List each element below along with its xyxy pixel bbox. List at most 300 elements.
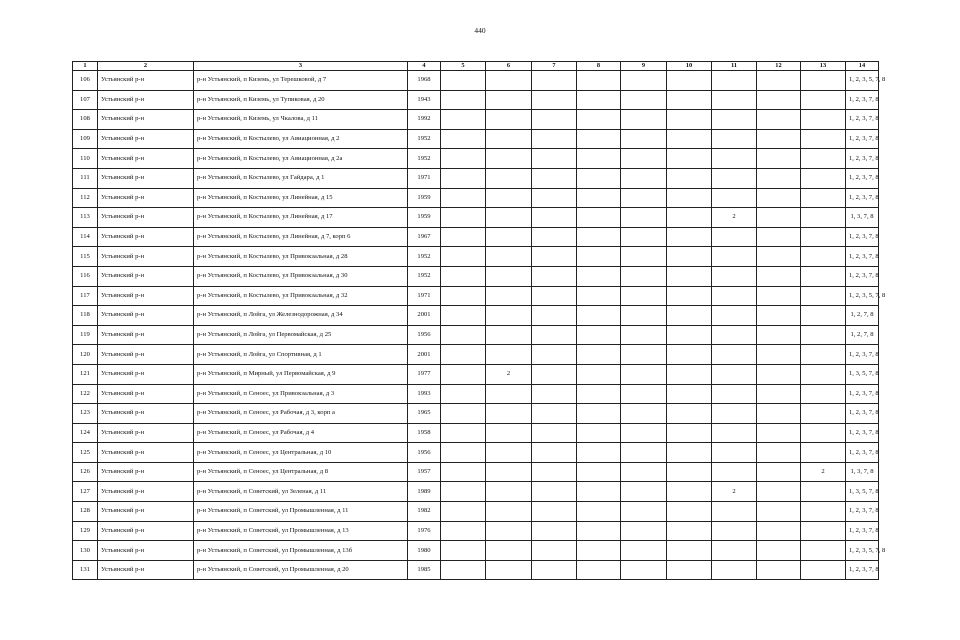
- table-cell-col-6: [486, 168, 532, 188]
- table-cell-col-12: [757, 384, 801, 404]
- table-cell-col-12: [757, 149, 801, 169]
- table-cell-col-9: [621, 129, 667, 149]
- table-cell-col-7: [532, 404, 577, 424]
- table-cell-col-8: [577, 168, 621, 188]
- table-cell-col-13: [801, 90, 846, 110]
- table-cell-col-9: [621, 110, 667, 130]
- table-cell-col-12: [757, 423, 801, 443]
- table-cell-col-1: 113: [73, 208, 98, 228]
- table-cell-col-11: [712, 364, 757, 384]
- table-cell-col-4: 1952: [408, 129, 441, 149]
- table-cell-col-1: 131: [73, 560, 98, 580]
- table-cell-col-14: 1, 2, 3, 7, 8: [846, 227, 879, 247]
- table-cell-col-1: 108: [73, 110, 98, 130]
- table-cell-col-14: 1, 2, 3, 7, 8: [846, 502, 879, 522]
- table-cell-col-3: р-н Устьянский, п Сеноес, ул Рабочая, д 4: [194, 423, 408, 443]
- table-cell-col-3: р-н Устьянский, п Костылево, ул Линейная, д 15: [194, 188, 408, 208]
- table-cell-col-5: [441, 286, 486, 306]
- table-cell-col-6: [486, 423, 532, 443]
- table-cell-col-5: [441, 71, 486, 91]
- table-cell-col-12: [757, 266, 801, 286]
- table-cell-col-11: [712, 502, 757, 522]
- table-cell-col-13: [801, 247, 846, 267]
- table-cell-col-14: 1, 2, 3, 7, 8: [846, 149, 879, 169]
- table-cell-col-12: [757, 71, 801, 91]
- table-cell-col-6: [486, 502, 532, 522]
- table-cell-col-9: [621, 227, 667, 247]
- table-cell-col-10: [667, 188, 712, 208]
- table-cell-col-2: Устьянский р-н: [98, 560, 194, 580]
- column-header-12: 12: [757, 62, 801, 71]
- table-cell-col-4: 1982: [408, 502, 441, 522]
- table-cell-col-13: [801, 443, 846, 463]
- table-cell-col-10: [667, 129, 712, 149]
- table-cell-col-4: 1952: [408, 149, 441, 169]
- table-cell-col-3: р-н Устьянский, п Лойга, ул Железнодорожная, д 34: [194, 306, 408, 326]
- table-cell-col-14: 1, 2, 3, 7, 8: [846, 266, 879, 286]
- table-cell-col-5: [441, 110, 486, 130]
- table-cell-col-7: [532, 286, 577, 306]
- table-cell-col-4: 1959: [408, 208, 441, 228]
- table-cell-col-2: Устьянский р-н: [98, 227, 194, 247]
- table-cell-col-12: [757, 502, 801, 522]
- table-cell-col-13: [801, 71, 846, 91]
- table-cell-col-9: [621, 482, 667, 502]
- table-cell-col-4: 1967: [408, 227, 441, 247]
- table-cell-col-13: [801, 110, 846, 130]
- table-row: [73, 482, 879, 502]
- table-cell-col-13: [801, 286, 846, 306]
- table-cell-col-14: 1, 2, 7, 8: [846, 306, 879, 326]
- table-cell-col-12: [757, 208, 801, 228]
- table-cell-col-8: [577, 90, 621, 110]
- table-cell-col-1: 112: [73, 188, 98, 208]
- table-cell-col-3: р-н Устьянский, п Киземь, ул Тупиковая, д 20: [194, 90, 408, 110]
- table-cell-col-10: [667, 110, 712, 130]
- column-header-1: 1: [73, 62, 98, 71]
- page-number: 440: [474, 26, 486, 35]
- table-cell-col-12: [757, 247, 801, 267]
- table-cell-col-10: [667, 384, 712, 404]
- table-cell-col-3: р-н Устьянский, п Киземь, ул Терешковой, д 7: [194, 71, 408, 91]
- table-cell-col-14: 1, 2, 3, 7, 8: [846, 110, 879, 130]
- table-cell-col-6: [486, 541, 532, 561]
- table-cell-col-3: р-н Устьянский, п Советский, ул Промышленная, д 13: [194, 521, 408, 541]
- table-cell-col-4: 1977: [408, 364, 441, 384]
- table-cell-col-6: [486, 306, 532, 326]
- table-cell-col-8: [577, 188, 621, 208]
- table-cell-col-12: [757, 521, 801, 541]
- table-cell-col-5: [441, 188, 486, 208]
- table-cell-col-8: [577, 110, 621, 130]
- table-cell-col-11: [712, 71, 757, 91]
- table-cell-col-3: р-н Устьянский, п Костылево, ул Привокзальная, д 30: [194, 266, 408, 286]
- table-cell-col-12: [757, 404, 801, 424]
- table-cell-col-8: [577, 560, 621, 580]
- table-cell-col-1: 121: [73, 364, 98, 384]
- table-cell-col-1: 122: [73, 384, 98, 404]
- table-cell-col-5: [441, 266, 486, 286]
- table-cell-col-13: [801, 325, 846, 345]
- table-cell-col-14: 1, 2, 3, 5, 7, 8: [846, 71, 879, 91]
- table-cell-col-7: [532, 482, 577, 502]
- table-cell-col-8: [577, 384, 621, 404]
- table-cell-col-4: 1956: [408, 325, 441, 345]
- table-cell-col-10: [667, 541, 712, 561]
- table-cell-col-5: [441, 345, 486, 365]
- table-cell-col-7: [532, 149, 577, 169]
- table-cell-col-9: [621, 384, 667, 404]
- table-cell-col-7: [532, 384, 577, 404]
- table-cell-col-13: [801, 521, 846, 541]
- table-cell-col-5: [441, 404, 486, 424]
- table-cell-col-14: 1, 2, 3, 7, 8: [846, 521, 879, 541]
- table-cell-col-7: [532, 90, 577, 110]
- table-cell-col-11: [712, 560, 757, 580]
- table-cell-col-4: 2001: [408, 345, 441, 365]
- table-cell-col-8: [577, 266, 621, 286]
- table-cell-col-8: [577, 482, 621, 502]
- table-cell-col-5: [441, 149, 486, 169]
- column-header-10: 10: [667, 62, 712, 71]
- table-cell-col-2: Устьянский р-н: [98, 286, 194, 306]
- table-cell-col-2: Устьянский р-н: [98, 247, 194, 267]
- table-cell-col-11: [712, 541, 757, 561]
- table-cell-col-2: Устьянский р-н: [98, 208, 194, 228]
- table-cell-col-4: 1965: [408, 404, 441, 424]
- table-cell-col-4: 1989: [408, 482, 441, 502]
- table-cell-col-8: [577, 325, 621, 345]
- table-cell-col-5: [441, 90, 486, 110]
- table-cell-col-8: [577, 129, 621, 149]
- table-cell-col-10: [667, 227, 712, 247]
- table-cell-col-2: Устьянский р-н: [98, 266, 194, 286]
- table-cell-col-2: Устьянский р-н: [98, 384, 194, 404]
- table-cell-col-7: [532, 266, 577, 286]
- table-cell-col-14: 1, 2, 3, 7, 8: [846, 188, 879, 208]
- column-header-13: 13: [801, 62, 846, 71]
- table-cell-col-3: р-н Устьянский, п Мирный, ул Первомайская, д 9: [194, 364, 408, 384]
- table-cell-col-10: [667, 90, 712, 110]
- housing-registry-table: [72, 61, 886, 580]
- table-cell-col-13: [801, 306, 846, 326]
- column-header-11: 11: [712, 62, 757, 71]
- table-cell-col-1: 110: [73, 149, 98, 169]
- table-cell-col-1: 130: [73, 541, 98, 561]
- table-cell-col-11: [712, 110, 757, 130]
- table-cell-col-8: [577, 423, 621, 443]
- table-cell-col-11: [712, 149, 757, 169]
- table-cell-col-14: 1, 3, 7, 8: [846, 462, 879, 482]
- table-cell-col-13: 2: [801, 462, 846, 482]
- table-cell-col-12: [757, 345, 801, 365]
- table-cell-col-2: Устьянский р-н: [98, 462, 194, 482]
- table-cell-col-6: [486, 149, 532, 169]
- table-cell-col-9: [621, 462, 667, 482]
- table-cell-col-9: [621, 90, 667, 110]
- table-cell-col-2: Устьянский р-н: [98, 364, 194, 384]
- table-cell-col-9: [621, 208, 667, 228]
- table-cell-col-9: [621, 364, 667, 384]
- table-cell-col-11: [712, 129, 757, 149]
- table-cell-col-14: 1, 2, 3, 7, 8: [846, 247, 879, 267]
- table-cell-col-5: [441, 560, 486, 580]
- table-cell-col-1: 106: [73, 71, 98, 91]
- column-header-14: 14: [846, 62, 879, 71]
- column-header-2: 2: [98, 62, 194, 71]
- table-cell-col-6: [486, 286, 532, 306]
- table-cell-col-9: [621, 286, 667, 306]
- table-cell-col-10: [667, 443, 712, 463]
- table-cell-col-12: [757, 541, 801, 561]
- table-body: [73, 71, 886, 580]
- table-cell-col-14: 1, 2, 3, 7, 8: [846, 345, 879, 365]
- table-cell-col-3: р-н Устьянский, п Советский, ул Промышленная, д 11: [194, 502, 408, 522]
- table-cell-col-10: [667, 247, 712, 267]
- table-row: [73, 129, 879, 149]
- table-cell-col-8: [577, 404, 621, 424]
- table-cell-col-5: [441, 482, 486, 502]
- table-cell-col-1: 119: [73, 325, 98, 345]
- table-cell-col-5: [441, 423, 486, 443]
- table-cell-col-3: р-н Устьянский, п Лойга, ул Первомайская, д 25: [194, 325, 408, 345]
- table-cell-col-9: [621, 325, 667, 345]
- table-cell-col-3: р-н Устьянский, п Советский, ул Промышленная, д 13б: [194, 541, 408, 561]
- table-cell-col-11: [712, 404, 757, 424]
- table-cell-col-11: [712, 325, 757, 345]
- table-cell-col-10: [667, 266, 712, 286]
- table-cell-col-8: [577, 502, 621, 522]
- table-cell-col-13: [801, 384, 846, 404]
- table-cell-col-6: [486, 384, 532, 404]
- table-cell-col-8: [577, 462, 621, 482]
- table-cell-col-1: 111: [73, 168, 98, 188]
- table-cell-col-8: [577, 521, 621, 541]
- table-cell-col-5: [441, 227, 486, 247]
- table-row: [73, 404, 879, 424]
- column-header-5: 5: [441, 62, 486, 71]
- table-cell-col-2: Устьянский р-н: [98, 482, 194, 502]
- table-row: [73, 502, 879, 522]
- table-cell-col-1: 117: [73, 286, 98, 306]
- table-cell-col-7: [532, 129, 577, 149]
- table-cell-col-9: [621, 502, 667, 522]
- table-cell-col-4: 1968: [408, 71, 441, 91]
- table-cell-col-10: [667, 364, 712, 384]
- table-cell-col-2: Устьянский р-н: [98, 502, 194, 522]
- table-cell-col-10: [667, 149, 712, 169]
- table-row: [73, 266, 879, 286]
- table-row: [73, 188, 879, 208]
- table-cell-col-7: [532, 502, 577, 522]
- table-cell-col-7: [532, 345, 577, 365]
- table-cell-col-13: [801, 560, 846, 580]
- table-cell-col-2: Устьянский р-н: [98, 168, 194, 188]
- table-cell-col-11: [712, 227, 757, 247]
- table-cell-col-12: [757, 306, 801, 326]
- table-cell-col-8: [577, 306, 621, 326]
- table-cell-col-5: [441, 443, 486, 463]
- table-row: [73, 521, 879, 541]
- table-cell-col-3: р-н Устьянский, п Советский, ул Зеленая, д 11: [194, 482, 408, 502]
- table-cell-col-14: 1, 2, 3, 7, 8: [846, 404, 879, 424]
- table-cell-col-14: 1, 2, 3, 7, 8: [846, 90, 879, 110]
- table-cell-col-13: [801, 208, 846, 228]
- table-cell-col-1: 109: [73, 129, 98, 149]
- table-cell-col-6: [486, 227, 532, 247]
- table-cell-col-13: [801, 266, 846, 286]
- table-cell-col-14: 1, 2, 3, 7, 8: [846, 129, 879, 149]
- table-row: [73, 364, 879, 384]
- table-cell-col-1: 127: [73, 482, 98, 502]
- table-cell-col-5: [441, 364, 486, 384]
- table-cell-col-7: [532, 306, 577, 326]
- table-cell-col-14: 1, 2, 3, 7, 8: [846, 560, 879, 580]
- table-cell-col-7: [532, 227, 577, 247]
- table-cell-col-11: [712, 521, 757, 541]
- table-cell-col-14: 1, 2, 3, 5, 7, 8: [846, 541, 879, 561]
- column-header-4: 4: [408, 62, 441, 71]
- table-cell-col-9: [621, 345, 667, 365]
- table-cell-col-2: Устьянский р-н: [98, 306, 194, 326]
- table-cell-col-12: [757, 227, 801, 247]
- table-cell-col-3: р-н Устьянский, п Сеноес, ул Рабочая, д 3, корп а: [194, 404, 408, 424]
- table-cell-col-11: [712, 345, 757, 365]
- table-cell-col-1: 128: [73, 502, 98, 522]
- table-cell-col-10: [667, 482, 712, 502]
- table-cell-col-12: [757, 188, 801, 208]
- column-header-6: 6: [486, 62, 532, 71]
- table-row: [73, 286, 879, 306]
- table-cell-col-1: 114: [73, 227, 98, 247]
- table-cell-col-14: 1, 2, 7, 8: [846, 325, 879, 345]
- table-cell-col-12: [757, 482, 801, 502]
- table-cell-col-6: [486, 345, 532, 365]
- table-cell-col-3: р-н Устьянский, п Костылево, ул Гайдара, д 1: [194, 168, 408, 188]
- table-row: [73, 71, 879, 91]
- table-cell-col-5: [441, 521, 486, 541]
- table-cell-col-13: [801, 423, 846, 443]
- table-cell-col-4: 1952: [408, 266, 441, 286]
- table-row: [73, 462, 879, 482]
- table-cell-col-9: [621, 443, 667, 463]
- table-cell-col-9: [621, 168, 667, 188]
- table-cell-col-5: [441, 129, 486, 149]
- table-cell-col-13: [801, 482, 846, 502]
- table-cell-col-7: [532, 541, 577, 561]
- table-cell-col-6: [486, 521, 532, 541]
- table-cell-col-4: 1993: [408, 384, 441, 404]
- table-cell-col-1: 118: [73, 306, 98, 326]
- table-cell-col-7: [532, 462, 577, 482]
- table-cell-col-5: [441, 384, 486, 404]
- table-cell-col-8: [577, 247, 621, 267]
- table-row: [73, 384, 879, 404]
- table-cell-col-6: [486, 482, 532, 502]
- table-cell-col-9: [621, 247, 667, 267]
- table-cell-col-3: р-н Устьянский, п Костылево, ул Линейная, д 17: [194, 208, 408, 228]
- table-cell-col-6: [486, 443, 532, 463]
- table-cell-col-6: [486, 90, 532, 110]
- table-cell-col-10: [667, 286, 712, 306]
- table-row: [73, 423, 879, 443]
- table-cell-col-5: [441, 306, 486, 326]
- table-row: [73, 90, 879, 110]
- table-cell-col-4: 1957: [408, 462, 441, 482]
- table-cell-col-11: [712, 462, 757, 482]
- table-cell-col-11: [712, 384, 757, 404]
- table-cell-col-12: [757, 168, 801, 188]
- table-cell-col-5: [441, 208, 486, 228]
- table-cell-col-3: р-н Устьянский, п Костылево, ул Авиационная, д 2: [194, 129, 408, 149]
- table-cell-col-7: [532, 208, 577, 228]
- table-cell-col-2: Устьянский р-н: [98, 521, 194, 541]
- column-header-8: 8: [577, 62, 621, 71]
- table-cell-col-2: Устьянский р-н: [98, 188, 194, 208]
- table-cell-col-2: Устьянский р-н: [98, 443, 194, 463]
- table-cell-col-2: Устьянский р-н: [98, 325, 194, 345]
- table-cell-col-10: [667, 404, 712, 424]
- table-cell-col-1: 115: [73, 247, 98, 267]
- table-cell-col-12: [757, 110, 801, 130]
- table-cell-col-13: [801, 502, 846, 522]
- table-cell-col-11: [712, 188, 757, 208]
- table-cell-col-10: [667, 521, 712, 541]
- table-cell-col-11: [712, 423, 757, 443]
- table-cell-col-2: Устьянский р-н: [98, 110, 194, 130]
- table-cell-col-8: [577, 208, 621, 228]
- table-cell-col-10: [667, 208, 712, 228]
- table-cell-col-2: Устьянский р-н: [98, 423, 194, 443]
- table-cell-col-3: р-н Устьянский, п Костылево, ул Линейная, д 7, корп 6: [194, 227, 408, 247]
- table-cell-col-9: [621, 423, 667, 443]
- table-cell-col-6: [486, 560, 532, 580]
- table-cell-col-3: р-н Устьянский, п Сеноес, ул Центральная, д 8: [194, 462, 408, 482]
- table-cell-col-7: [532, 423, 577, 443]
- table-cell-col-14: 1, 2, 3, 7, 8: [846, 423, 879, 443]
- table-cell-col-2: Устьянский р-н: [98, 149, 194, 169]
- table-cell-col-4: 1971: [408, 168, 441, 188]
- table-cell-col-6: [486, 325, 532, 345]
- table-cell-col-8: [577, 364, 621, 384]
- table-cell-col-14: 1, 2, 3, 7, 8: [846, 384, 879, 404]
- table-cell-col-10: [667, 502, 712, 522]
- table-cell-col-4: 1956: [408, 443, 441, 463]
- table-cell-col-3: р-н Устьянский, п Костылево, ул Привокзальная, д 32: [194, 286, 408, 306]
- table-cell-col-4: 2001: [408, 306, 441, 326]
- table-cell-col-5: [441, 168, 486, 188]
- table-cell-col-14: 1, 3, 5, 7, 8: [846, 364, 879, 384]
- table-cell-col-4: 1971: [408, 286, 441, 306]
- table-cell-col-3: р-н Устьянский, п Костылево, ул Привокзальная, д 28: [194, 247, 408, 267]
- table-cell-col-11: [712, 247, 757, 267]
- table-cell-col-1: 125: [73, 443, 98, 463]
- column-header-3: 3: [194, 62, 408, 71]
- table-cell-col-11: [712, 266, 757, 286]
- table-cell-col-12: [757, 364, 801, 384]
- header-row: [73, 62, 879, 71]
- table-cell-col-10: [667, 306, 712, 326]
- table-cell-col-11: [712, 286, 757, 306]
- table-cell-col-11: [712, 306, 757, 326]
- table-cell-col-12: [757, 129, 801, 149]
- table-cell-col-1: 129: [73, 521, 98, 541]
- table-cell-col-12: [757, 325, 801, 345]
- table-cell-col-6: 2: [486, 364, 532, 384]
- table-cell-col-3: р-н Устьянский, п Советский, ул Промышленная, д 20: [194, 560, 408, 580]
- table-cell-col-7: [532, 364, 577, 384]
- table-cell-col-9: [621, 541, 667, 561]
